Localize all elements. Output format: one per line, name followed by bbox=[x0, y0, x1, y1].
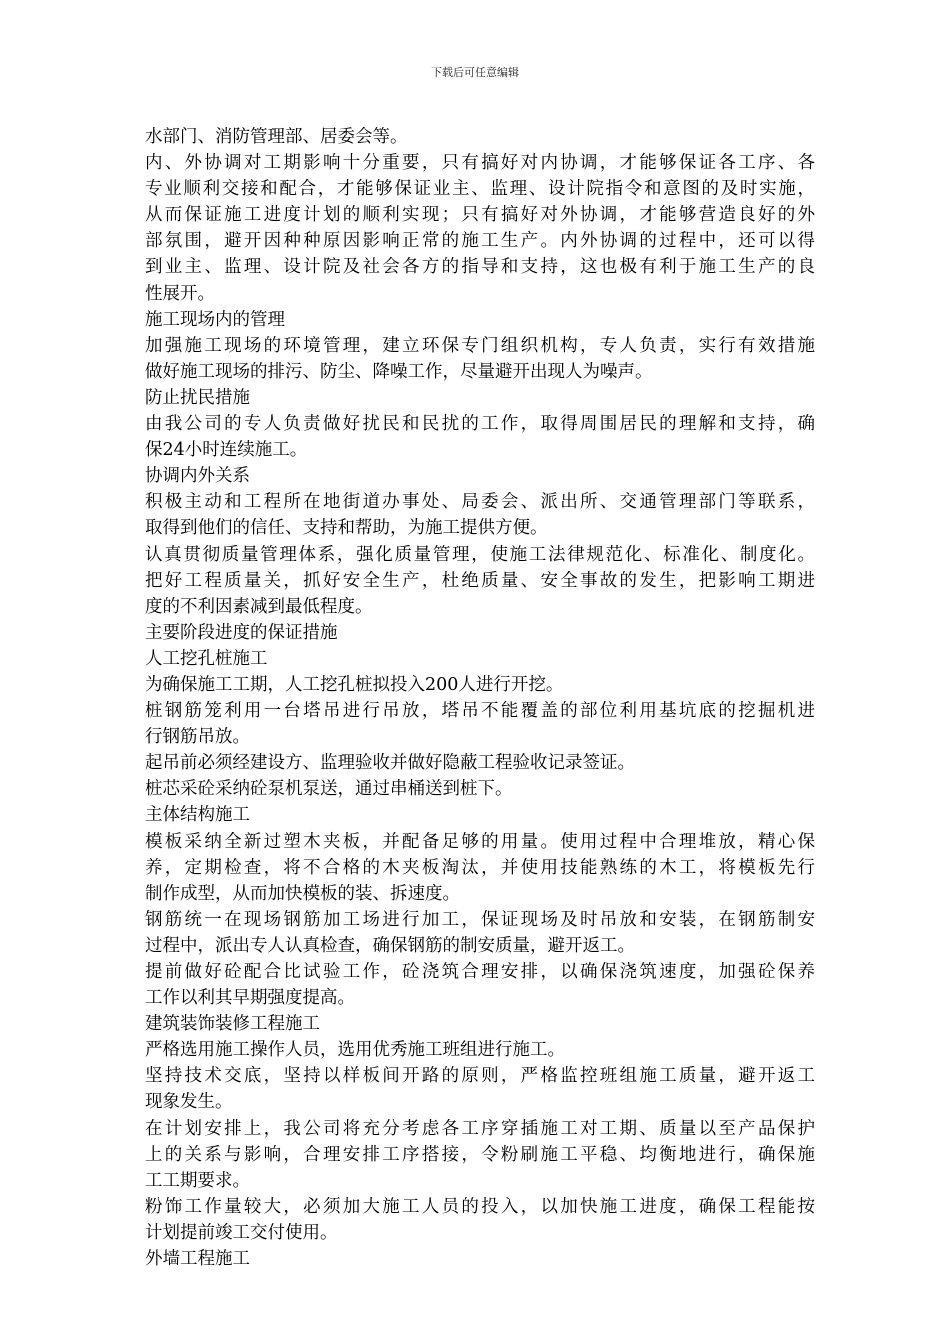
text-line: 度的不利因素减到最低程度。 bbox=[145, 596, 373, 617]
text-line: 桩芯采砼采纳砼泵机泵送，通过串桶送到桩下。 bbox=[145, 779, 513, 800]
text-line: 保24小时连续施工。 bbox=[145, 440, 308, 461]
text-line: 桩钢筋笼利用一台塔吊进行吊放，塔吊不能覆盖的部位利用基坑底的挖掘机进 bbox=[145, 701, 815, 722]
text-line: 施工现场内的管理 bbox=[145, 309, 285, 330]
text-line: 行钢筋吊放。 bbox=[145, 727, 250, 748]
text-line: 人工挖孔桩施工 bbox=[145, 648, 268, 669]
text-line: 从而保证施工进度计划的顺利实现；只有搞好对外协调，才能够营造良好的外 bbox=[145, 205, 815, 226]
text-line: 坚持技术交底，坚持以样板间开路的原则，严格监控班组施工质量，避开返工 bbox=[145, 1066, 815, 1087]
text-line: 水部门、消防管理部、居委会等。 bbox=[145, 127, 408, 147]
text-line: 把好工程质量关，抓好安全生产，杜绝质量、安全事故的发生，把影响工期进 bbox=[145, 570, 815, 591]
text-line: 计划提前竣工交付使用。 bbox=[145, 1222, 338, 1243]
text-line: 粉饰工作量较大，必须加大施工人员的投入，以加快施工进度，确保工程能按 bbox=[145, 1196, 815, 1217]
text-line: 建筑装饰装修工程施工 bbox=[145, 1014, 320, 1035]
text-line: 养，定期检查，将不合格的木夹板淘汰，并使用技能熟练的木工，将模板先行 bbox=[145, 857, 815, 878]
text-line: 工作以利其早期强度提高。 bbox=[145, 988, 355, 1009]
text-line: 部氛围，避开因种种原因影响正常的施工生产。内外协调的过程中，还可以得 bbox=[145, 231, 815, 252]
text-line: 钢筋统一在现场钢筋加工场进行加工，保证现场及时吊放和安装，在钢筋制安 bbox=[145, 909, 815, 930]
text-line: 工工期要求。 bbox=[145, 1170, 250, 1191]
text-line: 到业主、监理、设计院及社会各方的指导和支持，这也极有利于施工生产的良 bbox=[145, 257, 815, 278]
text-line: 认真贯彻质量管理体系，强化质量管理，使施工法律规范化、标准化、制度化。 bbox=[145, 544, 815, 565]
document-body bbox=[145, 124, 815, 1272]
text-line: 现象发生。 bbox=[145, 1092, 233, 1113]
text-line: 取得到他们的信任、支持和帮助，为施工提供方便。 bbox=[145, 518, 548, 539]
text-line: 积极主动和工程所在地街道办事处、局委会、派出所、交通管理部门等联系， bbox=[145, 492, 815, 513]
text-line: 性展开。 bbox=[145, 283, 215, 304]
text-line: 上的关系与影响，合理安排工序搭接，令粉刷施工平稳、均衡地进行，确保施 bbox=[145, 1144, 815, 1165]
text-line: 做好施工现场的排污、防尘、降噪工作，尽量避开出现人为噪声。 bbox=[145, 361, 653, 382]
text-line: 主要阶段进度的保证措施 bbox=[145, 622, 338, 643]
text-line: 过程中，派出专人认真检查，确保钢筋的制安质量，避开返工。 bbox=[145, 935, 635, 956]
text-line: 外墙工程施工 bbox=[145, 1249, 250, 1270]
page-header: 下载后可任意编辑 bbox=[431, 66, 519, 79]
text-line: 提前做好砼配合比试验工作，砼浇筑合理安排，以确保浇筑速度，加强砼保养 bbox=[145, 962, 815, 982]
text-line: 加强施工现场的环境管理，建立环保专门组织机构，专人负责，实行有效措施 bbox=[145, 335, 815, 356]
text-line: 在计划安排上，我公司将充分考虑各工序穿插施工对工期、质量以至产品保护 bbox=[145, 1118, 815, 1139]
text-line: 制作成型，从而加快模板的装、拆速度。 bbox=[145, 883, 460, 904]
text-line: 起吊前必须经建设方、监理验收并做好隐蔽工程验收记录签证。 bbox=[145, 753, 635, 774]
text-line: 专业顺利交接和配合，才能够保证业主、监理、设计院指令和意图的及时实施， bbox=[145, 179, 815, 200]
text-line: 为确保施工工期，人工挖孔桩拟投入200人进行开挖。 bbox=[145, 674, 564, 695]
text-line: 严格选用施工操作人员，选用优秀施工班组进行施工。 bbox=[145, 1040, 565, 1061]
text-line: 由我公司的专人负责做好扰民和民扰的工作，取得周围居民的理解和支持，确 bbox=[145, 414, 815, 435]
text-line: 模板采纳全新过塑木夹板，并配备足够的用量。使用过程中合理堆放，精心保 bbox=[145, 831, 815, 852]
text-line: 防止扰民措施 bbox=[145, 387, 250, 408]
text-line: 内、外协调对工期影响十分重要，只有搞好对内协调，才能够保证各工序、各 bbox=[145, 153, 815, 174]
text-line: 协调内外关系 bbox=[145, 466, 250, 487]
text-line: 主体结构施工 bbox=[145, 805, 250, 826]
